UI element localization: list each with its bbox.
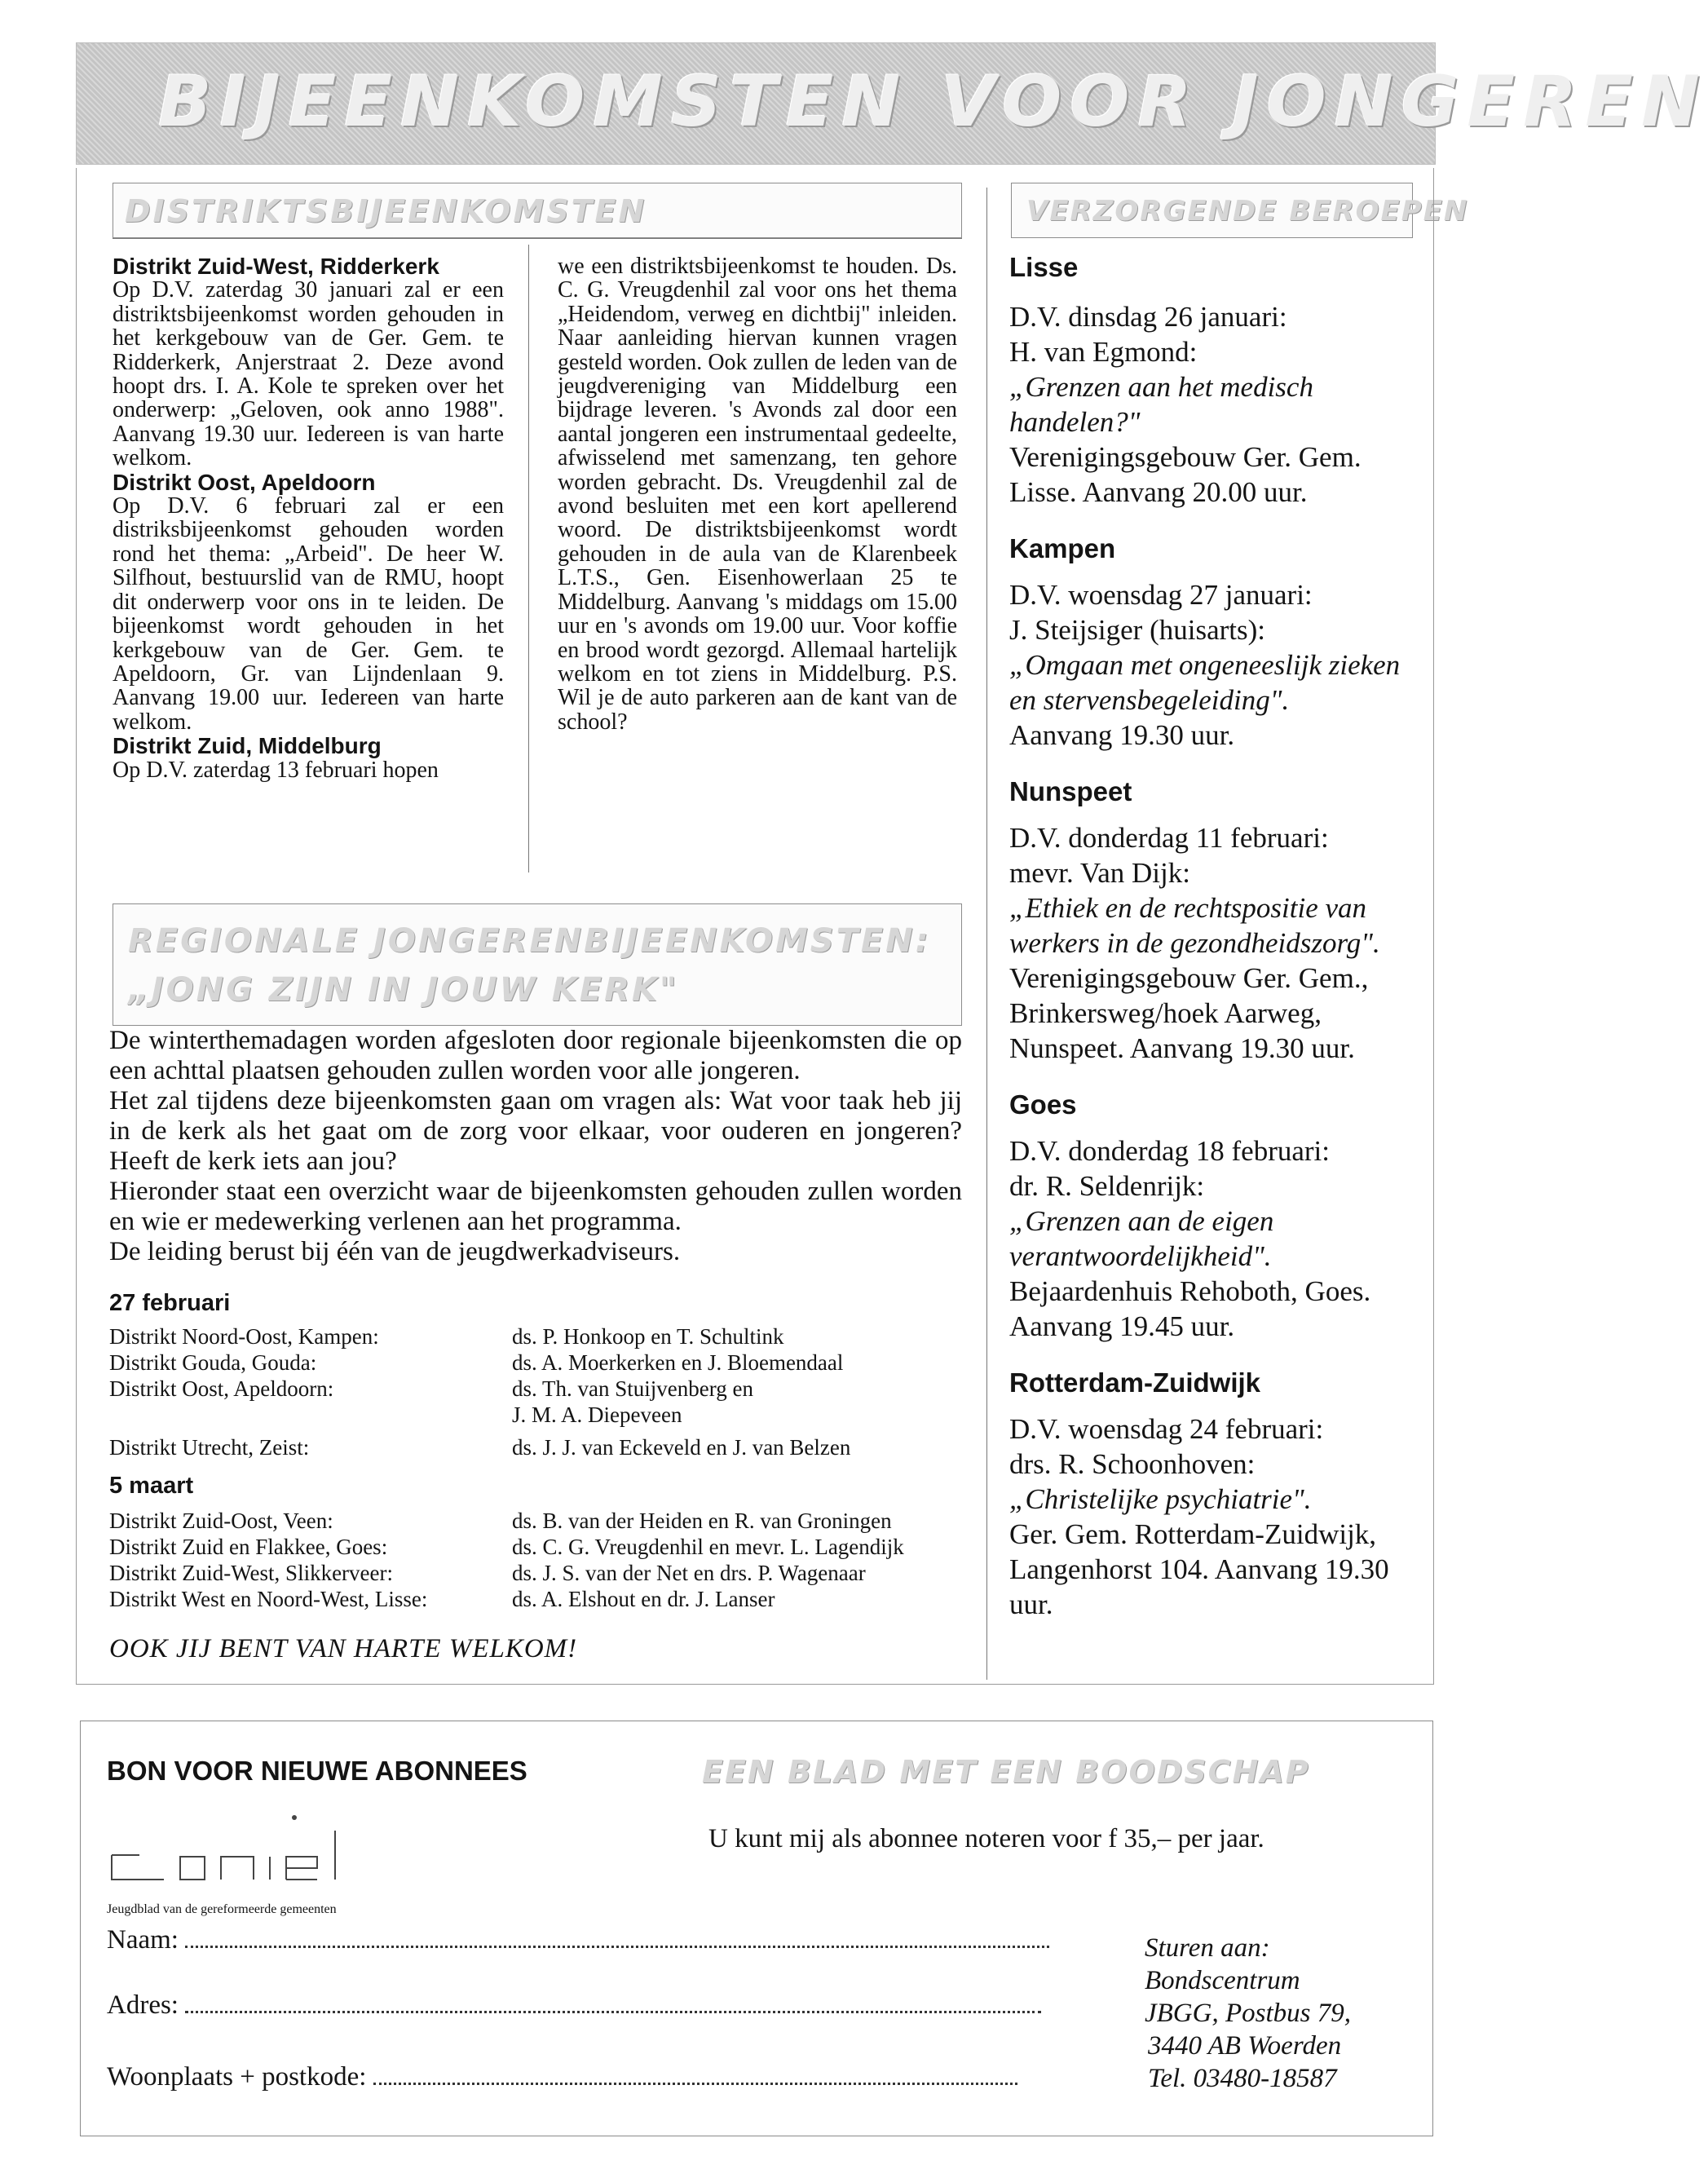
schedule-district: Distrikt Zuid-West, Slikkerveer: [109,1561,394,1585]
care-place: Kampen [1009,533,1116,563]
city-postcode-label: Woonplaats + postkode: [107,2062,367,2092]
schedule-district: Distrikt Gouda, Gouda: [109,1350,317,1375]
care-place: Nunspeet [1009,776,1132,806]
district-column-2 [558,254,957,734]
schedule-district: Distrikt Zuid-Oost, Veen: [109,1509,333,1533]
send-to-line: Sturen aan: [1145,1933,1270,1963]
send-to-line: 3440 AB Woerden [1148,2031,1342,2061]
schedule-district: Distrikt Noord-Oost, Kampen: [109,1324,379,1349]
care-topic: „Grenzen aan de eigen verantwoordelijkheid". [1009,1205,1274,1272]
schedule-district: Distrikt Zuid en Flakkee, Goes: [109,1535,388,1559]
care-date: D.V. woensdag 27 januari: [1009,579,1313,611]
send-to-line: JBGG, Postbus 79, [1145,1999,1351,2028]
city-postcode-line[interactable] [373,2079,1017,2085]
address-line[interactable] [185,2008,1041,2013]
regional-section-header [113,903,962,1026]
care-place: Rotterdam-Zuidwijk [1009,1367,1261,1398]
daniel-logo-mark [107,1798,368,1886]
schedule-district: Distrikt Oost, Apeldoorn: [109,1376,334,1401]
district-section-title: DISTRIKTSBIJEENKOMSTEN [125,193,647,229]
address-label: Adres: [107,1990,179,2020]
regional-title-2: „JONG ZIJN IN JOUW KERK" [128,971,679,1009]
district-heading: Distrikt Zuid-West, Ridderkerk [113,254,439,279]
regional-title-1: REGIONALE JONGERENBIJEENKOMSTEN: [128,922,931,960]
schedule-speakers: ds. C. G. Vreugdenhil en mevr. L. Lagendijk [512,1535,904,1559]
care-topic: „Christelijke psychiatrie". [1009,1483,1312,1515]
care-column [1009,250,1417,1622]
name-field[interactable] [107,1925,1049,1955]
care-details: Ger. Gem. Rotterdam-Zuidwijk, Langenhorst 104. Aanvang 19.30 uur. [1009,1518,1389,1620]
schedule-speakers: ds. Th. van Stuijvenberg en [512,1376,753,1401]
address-field[interactable] [107,1990,1041,2021]
intro-paragraph: De leiding berust bij één van de jeugdwerkadviseurs. [109,1237,681,1266]
district-text: we een distriktsbijeenkomst te houden. Ds. C. G. Vreugdenhil zal voor ons het thema „Heidendom, verweg en dichtbij" inleiden. Naar aanleiding hiervan kunnen vragen gesteld worden. Ook zullen de leden van de jeugdvereniging van Middelburg een bijdrage leveren. 's Avonds zal door een aantal jongeren een instrumentaal gedeelte, afwisselend met samenzang, ten gehore worden gebracht. Ds. Vreugdenhil zal de avond besluiten met een kort apellerend woord. De distriktsbijeenkomst wordt gehouden in de aula van de Klarenbeek L.T.S., Gen. Eisenhowerlaan 25 te Middelburg. Aanvang 's middags om 15.00 uur en 's avonds om 19.00 uur. Voor koffie en brood wordt gezorgd. Allemaal hartelijk welkom en tot ziens in Middelburg. P.S. Wil je de auto parkeren aan de kant van de school? [558,254,957,735]
care-place: Goes [1009,1089,1077,1120]
district-text: Op D.V. 6 februari zal er een distriksbijeenkomst gehouden worden rond het thema: „Arbeid". De heer W. Silfhout, bestuurslid van de RMU, hoopt dit onderwerp voor ons in te leiden. De bijeenkomst wordt gehouden in het kerkgebouw van de Ger. Gem. te Apeldoorn, Gr. van Lijndenlaan 9. Aanvang 19.00 uur. Iedereen van harte welkom. [113,493,504,735]
care-speaker: drs. R. Schoonhoven: [1009,1448,1256,1480]
logo-text: daniel [107,1811,109,1812]
name-line[interactable] [185,1942,1049,1948]
schedule-district: Distrikt West en Noord-West, Lisse: [109,1587,428,1611]
care-details: Verenigingsgebouw Ger. Gem., Brinkersweg/hoek Aarweg, Nunspeet. Aanvang 19.30 uur. [1009,962,1369,1064]
column-divider [528,245,529,872]
care-speaker: mevr. Van Dijk: [1009,857,1190,889]
care-speaker: dr. R. Seldenrijk: [1009,1170,1205,1202]
care-section-header [1011,183,1469,238]
logo-subtitle: Jeugdblad van de gereformeerde gemeenten [107,1902,337,1916]
city-postcode-field[interactable] [107,2062,1017,2092]
intro-paragraph: De winterthemadagen worden afgesloten door regionale bijeenkomsten die op een achttal plaatsen gehouden zullen worden voor alle jongeren. [109,1026,962,1085]
subscription-coupon [80,1721,1433,2136]
district-section-header [113,183,962,238]
daniel-logo [107,1798,368,1886]
intro-paragraph: Het zal tijdens deze bijeenkomsten gaan om vragen als: Wat voor taak heb jij in de kerk als het gaat om de zorg voor elkaar, voor ouderen en jongeren? Heeft de kerk iets aan jou? [109,1086,962,1176]
care-speaker: J. Steijsiger (huisarts): [1009,614,1265,646]
care-speaker: H. van Egmond: [1009,336,1198,368]
care-details: Bejaardenhuis Rehoboth, Goes. Aanvang 19.45 uur. [1009,1275,1371,1342]
schedule-district: Distrikt Utrecht, Zeist: [109,1435,310,1460]
schedule-speakers: ds. J. S. van der Net en drs. P. Wagenaar [512,1561,866,1585]
schedule-speakers: J. M. A. Diepeveen [512,1403,682,1427]
rule [113,238,962,239]
banner-title: BIJEENKOMSTEN VOOR JONGEREN [158,61,1708,143]
send-to-block [1145,1932,1351,2095]
intro-paragraph: Hieronder staat een overzicht waar de bijeenkomsten gehouden zullen worden en wie er medewerking verlenen aan het programma. [109,1177,962,1236]
schedule-date: 27 februari [109,1290,231,1316]
care-topic: „Grenzen aan het medisch handelen?" [1009,371,1313,438]
subscribe-line: U kunt mij als abonnee noteren voor f 35,– per jaar. [708,1824,1264,1853]
schedule-speakers: ds. B. van der Heiden en R. van Groningen [512,1509,892,1533]
send-to-line: Tel. 03480-18587 [1148,2064,1337,2093]
care-date: D.V. woensdag 24 februari: [1009,1413,1324,1445]
send-to-line: Bondscentrum [1145,1966,1300,1995]
schedule-speakers: ds. P. Honkoop en T. Schultink [512,1324,784,1349]
schedule-speakers: ds. A. Elshout en dr. J. Lanser [512,1587,775,1611]
schedule-speakers: ds. A. Moerkerken en J. Bloemendaal [512,1350,844,1375]
district-heading: Distrikt Zuid, Middelburg [113,733,382,759]
coupon-slogan: EEN BLAD MET EEN BOODSCHAP [702,1754,1310,1790]
column-divider [986,188,987,1680]
care-topic: „Ethiek en de rechtspositie van werkers in de gezondheidszorg". [1009,892,1380,959]
district-text: Op D.V. zaterdag 13 februari hopen [113,757,439,783]
care-date: D.V. donderdag 18 februari: [1009,1135,1330,1167]
schedule-date: 5 maart [109,1473,194,1499]
header-banner [76,42,1708,165]
care-place: Lisse [1009,252,1079,282]
care-date: D.V. donderdag 11 februari: [1009,822,1329,854]
care-details: Verenigingsgebouw Ger. Gem. Lisse. Aanvang 20.00 uur. [1009,441,1362,508]
district-heading: Distrikt Oost, Apeldoorn [113,469,376,495]
district-column-1 [113,254,504,782]
care-details: Aanvang 19.30 uur. [1009,719,1235,751]
regional-intro [109,1026,962,1267]
care-topic: „Omgaan met ongeneeslijk zieken en stervensbegeleiding". [1009,649,1401,716]
schedule-speakers: ds. J. J. van Eckeveld en J. van Belzen [512,1435,851,1460]
welcome-line: OOK JIJ BENT VAN HARTE WELKOM! [109,1634,578,1663]
district-text: Op D.V. zaterdag 30 januari zal er een distriktsbijeenkomst worden gehouden in het kerkgebouw van de Ger. Gem. te Ridderkerk, Anjerstraat 2. Deze avond hoopt drs. I. A. Kole te spreken over het onderwerp: „Geloven, ook anno 1988". Aanvang 19.30 uur. Iedereen is van harte welkom. [113,277,504,471]
care-date: D.V. dinsdag 26 januari: [1009,301,1287,333]
care-section-title: VERZORGENDE BEROEPEN [1026,195,1469,228]
name-label: Naam: [107,1925,179,1955]
coupon-title: BON VOOR NIEUWE ABONNEES [107,1756,527,1786]
